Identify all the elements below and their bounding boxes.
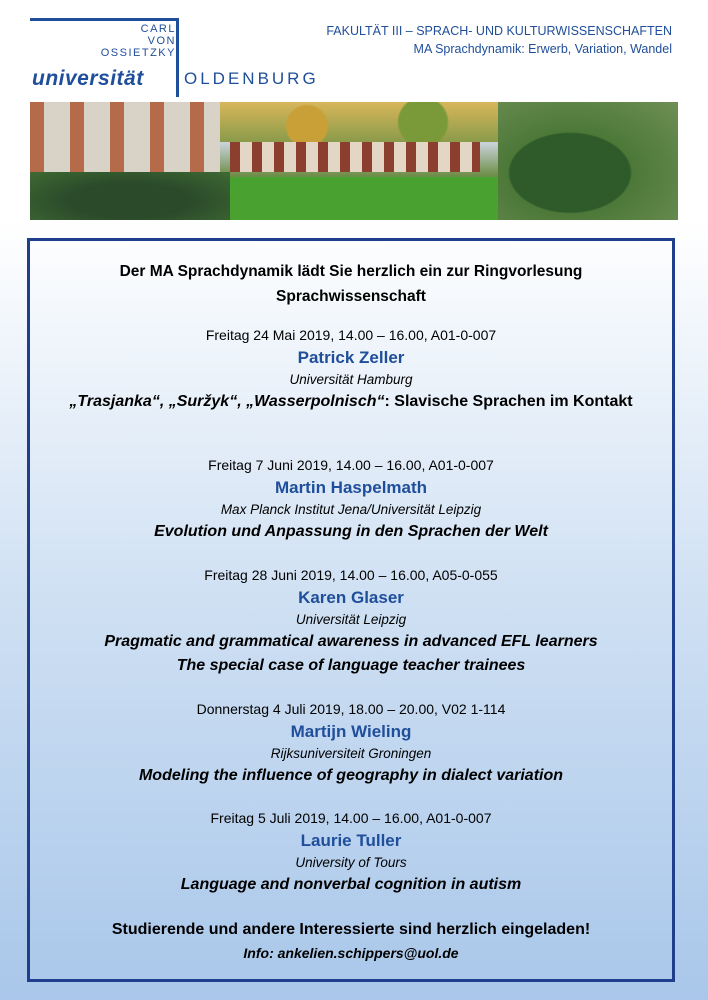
photo-hedge-left	[30, 172, 230, 220]
talk-title: Evolution und Anpassung in den Sprachen der Welt	[154, 523, 548, 540]
talk-speaker: Laurie Tuller	[300, 831, 402, 850]
talk-speaker: Karen Glaser	[298, 588, 404, 607]
talk-title	[30, 390, 672, 414]
university-logo	[30, 14, 330, 100]
talk-date: Freitag 7 Juni 2019, 14.00 – 16.00, A01-0-007	[208, 457, 494, 473]
talk-speaker: Martin Haspelmath	[274, 478, 428, 497]
talk-affiliation: Rijksuniversiteit Groningen	[270, 746, 432, 761]
logo-text-universitaet: universität	[32, 67, 144, 90]
talk-date: Freitag 5 Juli 2019, 14.00 – 16.00, A01-0-007	[210, 810, 492, 826]
talk-speaker: Patrick Zeller	[297, 348, 405, 367]
faculty-header	[326, 22, 672, 58]
talk-title-part-1: „Trasjanka“, „Suržyk“, „Wasserpolnisch“	[69, 393, 385, 410]
talk-speaker: Martijn Wieling	[290, 722, 412, 741]
logo-text-oldenburg: OLDENBURG	[184, 69, 319, 88]
photo-hall	[230, 142, 480, 172]
contact-info: Info: ankelien.schippers@uol.de	[243, 945, 459, 961]
talk-date: Donnerstag 4 Juli 2019, 18.00 – 20.00, V02 1-114	[196, 701, 506, 717]
talk-affiliation: Universität Leipzig	[295, 612, 407, 627]
logo-text-von: VON	[147, 35, 176, 47]
talk-2	[30, 455, 672, 544]
intro-line-1: Der MA Sprachdynamik lädt Sie herzlich ein zur Ringvorlesung	[119, 263, 583, 280]
photo-trees	[220, 102, 510, 142]
campus-photo	[30, 102, 678, 220]
talk-title: Language and nonverbal cognition in autism	[180, 876, 522, 893]
intro-line-2: Sprachwissenschaft	[276, 288, 426, 305]
program-name: MA Sprachdynamik: Erwerb, Variation, Wandel	[413, 42, 672, 56]
faculty-name: FAKULTÄT III – SPRACH- UND KULTURWISSENSCHAFTEN	[326, 24, 672, 38]
talk-5	[30, 808, 672, 897]
talk-affiliation: University of Tours	[295, 855, 407, 870]
talk-affiliation: Max Planck Institut Jena/Universität Leipzig	[220, 502, 482, 517]
logo-text-ossietzky: OSSIETZKY	[100, 47, 176, 59]
talk-title: Modeling the influence of geography in dialect variation	[138, 767, 564, 784]
lecture-series-box	[27, 238, 675, 982]
talk-affiliation: Universität Hamburg	[289, 372, 413, 387]
talk-title-part-2: : Slavische Sprachen im Kontakt	[384, 393, 633, 410]
intro-text	[30, 259, 672, 309]
closing-invitation: Studierende und andere Interessierte sind herzlich eingeladen!	[111, 921, 591, 938]
talk-date: Freitag 24 Mai 2019, 14.00 – 16.00, A01-0-007	[205, 327, 497, 343]
talk-title-line-1: Pragmatic and grammatical awareness in advanced EFL learners	[104, 633, 598, 650]
talk-4	[30, 699, 672, 788]
photo-hedge-right	[498, 102, 678, 220]
talk-1	[30, 325, 672, 414]
logo-text-carl: CARL	[140, 23, 176, 35]
talk-3	[30, 565, 672, 678]
talk-title-line-2: The special case of language teacher trainees	[176, 657, 526, 674]
talk-date: Freitag 28 Juni 2019, 14.00 – 16.00, A05-0-055	[204, 567, 498, 583]
